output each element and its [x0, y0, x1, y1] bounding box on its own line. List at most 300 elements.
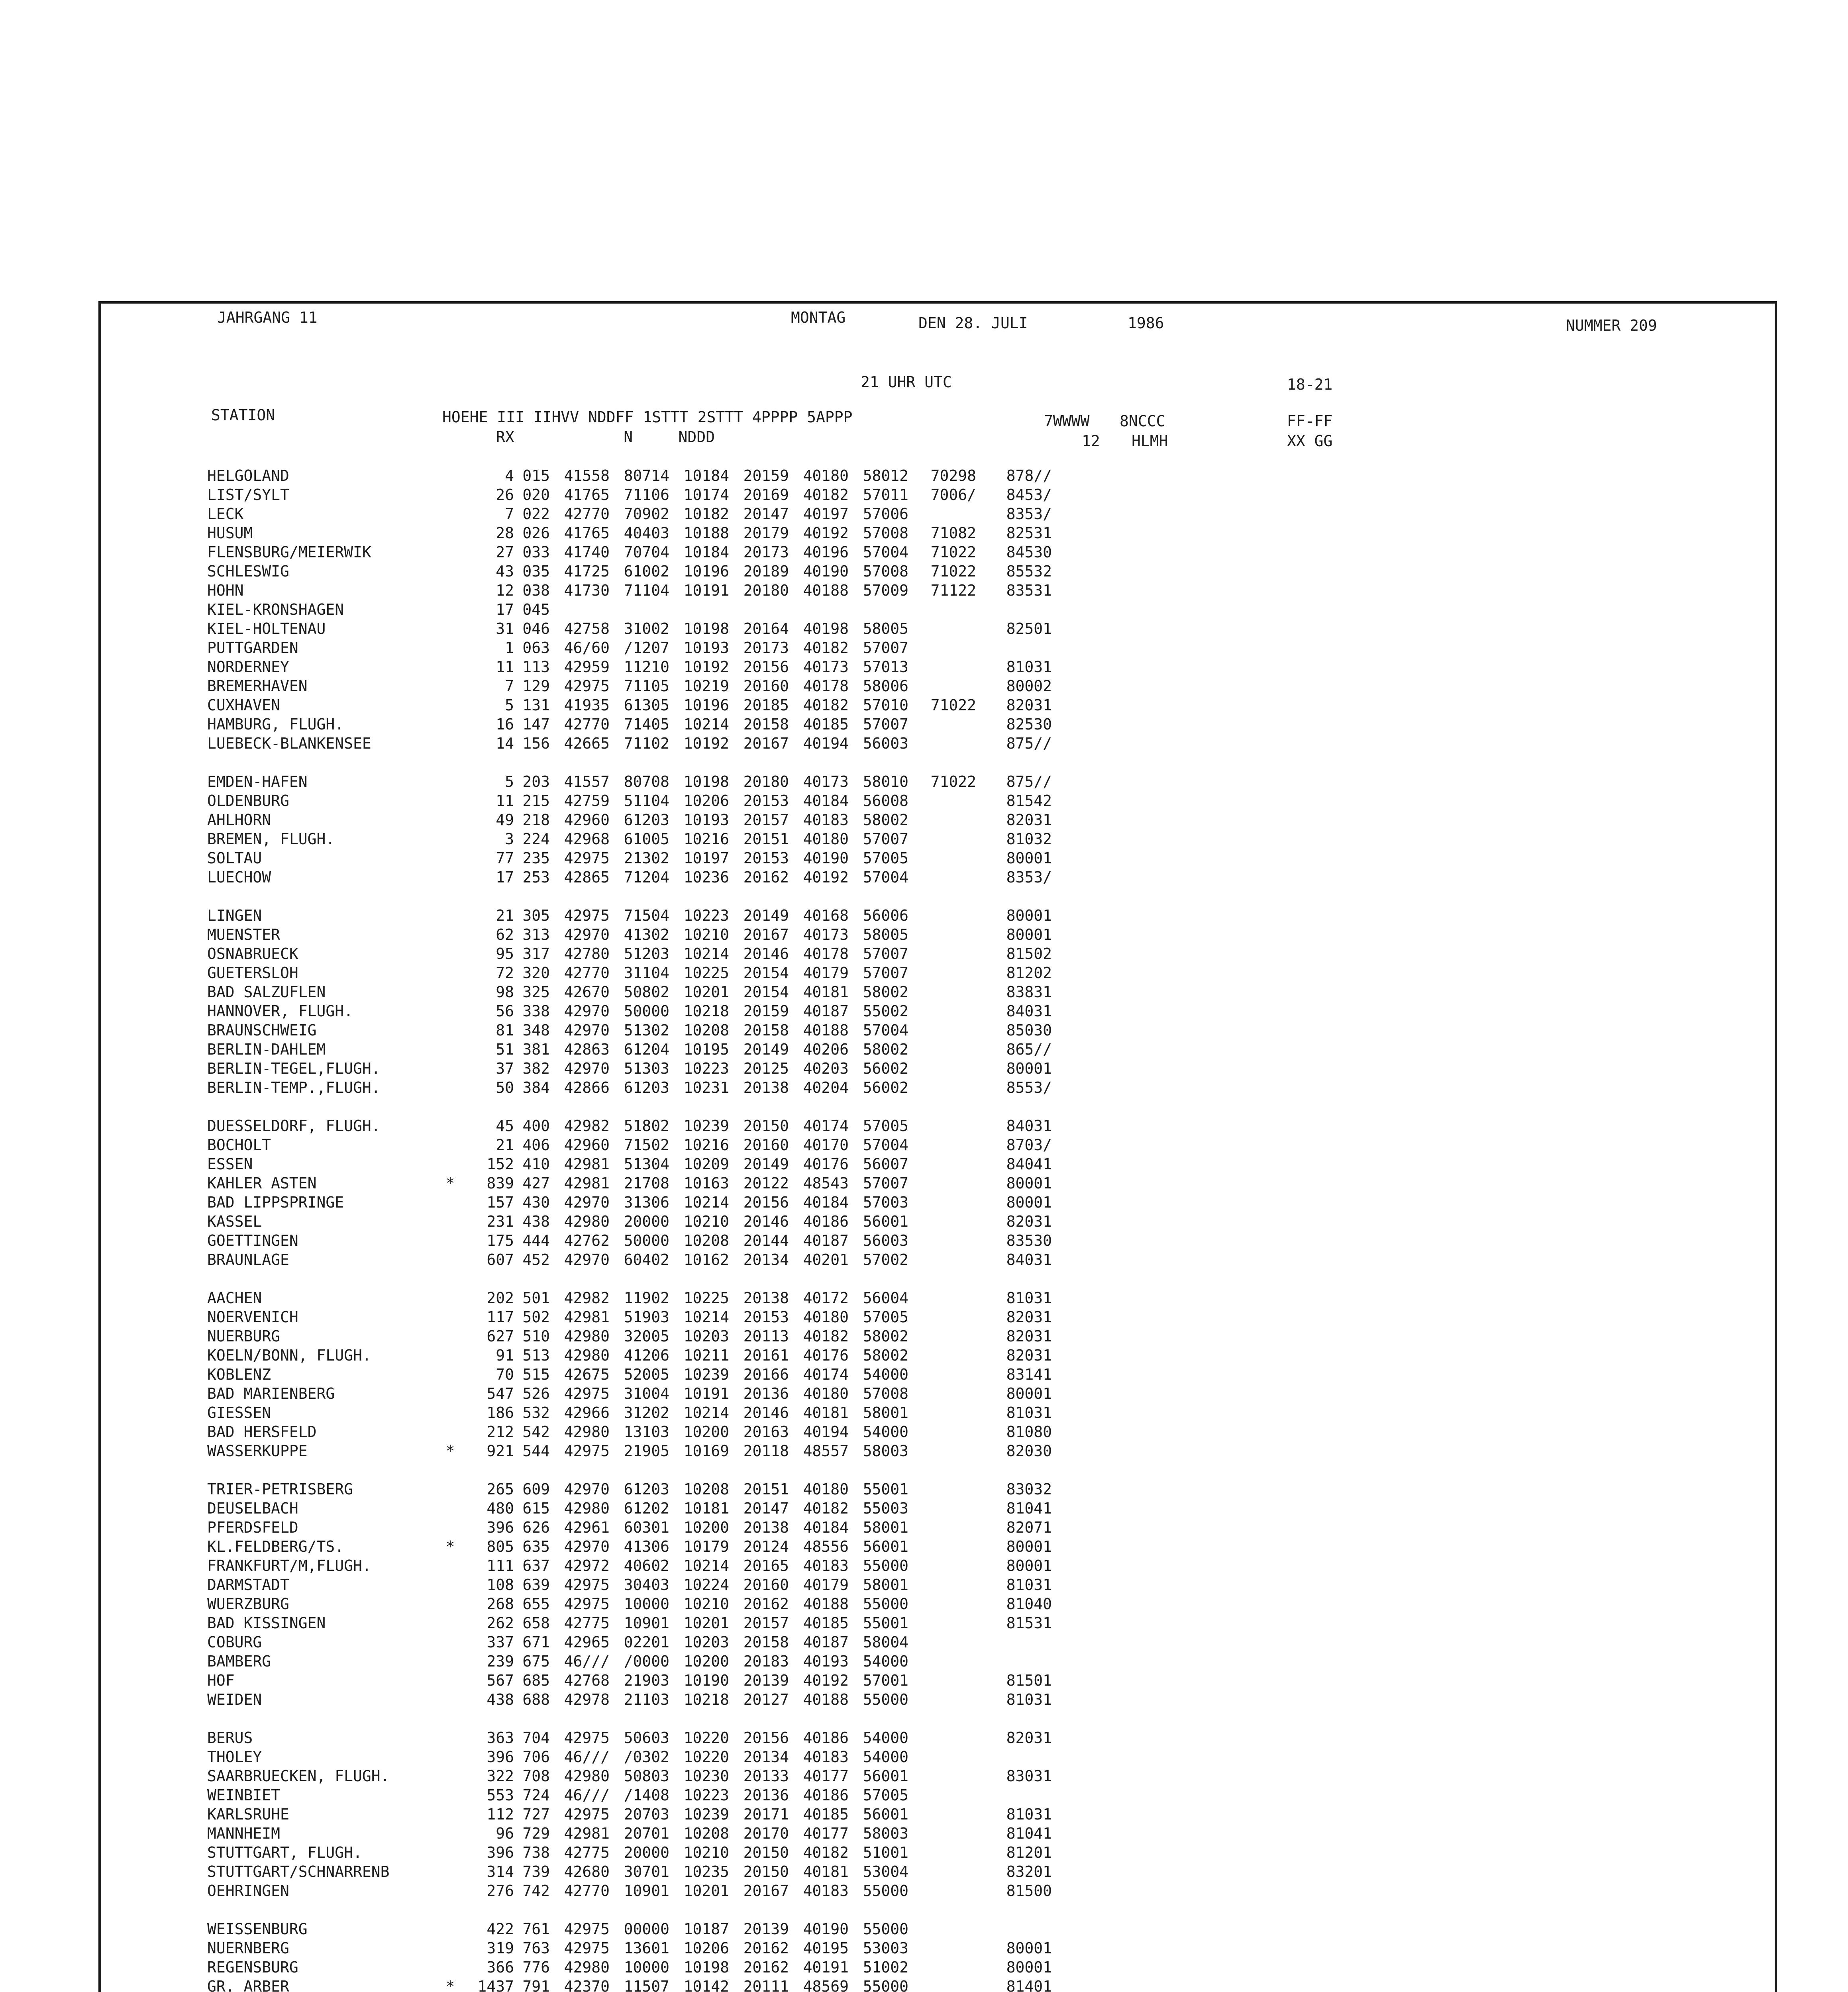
weekday-label: MONTAG [791, 309, 846, 326]
group-7wwww [908, 1059, 976, 1078]
table-row [207, 868, 1052, 887]
station-name: REGENSBURG [207, 1959, 298, 1976]
station-name: KL.FELDBERG/TS. [207, 1538, 344, 1555]
group-nddff: 30403 [624, 1576, 669, 1594]
group-2sttt: 20157 [743, 811, 789, 829]
group-8nccc: 82031 [1006, 1347, 1052, 1364]
group-7wwww [908, 1690, 976, 1709]
station-table [207, 466, 1052, 1992]
group-iihvv [550, 600, 610, 619]
group-5appp: 57007 [863, 964, 908, 982]
group-4pppp: 40203 [803, 1060, 849, 1077]
group-4pppp: 40173 [803, 658, 849, 676]
mountain-mark [438, 772, 462, 791]
station-name: WEISSENBURG [207, 1920, 308, 1938]
group-5appp: 56001 [863, 1538, 908, 1555]
station-name: KARLSRUHE [207, 1806, 289, 1823]
group-2sttt: 20173 [743, 639, 789, 657]
group-5appp: 56008 [863, 792, 908, 810]
group-5appp: 58005 [863, 620, 908, 637]
height: 49 [496, 811, 514, 829]
mountain-mark [438, 1862, 462, 1881]
group-nddff: /0000 [624, 1653, 669, 1670]
group-2sttt: 20180 [743, 582, 789, 599]
station-name: BREMERHAVEN [207, 677, 308, 695]
station-group [207, 1116, 1052, 1269]
group-iihvv: 42865 [564, 869, 610, 886]
station-name: CUXHAVEN [207, 696, 281, 714]
station-name: WEIDEN [207, 1691, 262, 1708]
mountain-mark [438, 1786, 462, 1805]
height: 322 [487, 1767, 514, 1785]
group-1sttt: 10196 [683, 696, 729, 714]
group-5appp: 57005 [863, 1117, 908, 1135]
group-8nccc: 80001 [1006, 1194, 1052, 1211]
group-5appp: 58002 [863, 983, 908, 1001]
group-4pppp: 40190 [803, 1920, 849, 1938]
group-8nccc: 82030 [1006, 1442, 1052, 1460]
group-7wwww [908, 1919, 976, 1939]
group-2sttt: 20183 [743, 1653, 789, 1670]
mountain-mark [438, 1155, 462, 1174]
group-7wwww: 71022 [930, 563, 976, 580]
station-name: LINGEN [207, 907, 262, 924]
group-1sttt: 10179 [683, 1538, 729, 1555]
group-1sttt: 10214 [683, 1404, 729, 1421]
group-1sttt: 10196 [683, 563, 729, 580]
group-7wwww [908, 657, 976, 676]
station-name: EMDEN-HAFEN [207, 773, 308, 790]
table-row [207, 696, 1052, 715]
group-1sttt: 10192 [683, 658, 729, 676]
group-1sttt: 10195 [683, 1041, 729, 1058]
table-row [207, 1288, 1052, 1308]
group-5appp: 57005 [863, 1308, 908, 1326]
station-name: BAMBERG [207, 1653, 271, 1670]
group-5appp: 58010 [863, 773, 908, 790]
group-2sttt: 20149 [743, 907, 789, 924]
station-number: 688 [522, 1691, 550, 1708]
group-nddff: 13601 [624, 1939, 669, 1957]
station-name: SAARBRUECKEN, FLUGH. [207, 1767, 390, 1785]
station-group [207, 1919, 1052, 1992]
group-5appp: 56002 [863, 1060, 908, 1077]
table-row [207, 1556, 1052, 1575]
group-2sttt: 20163 [743, 1423, 789, 1441]
height: 363 [487, 1729, 514, 1747]
station-number: 776 [522, 1959, 550, 1976]
mountain-mark [438, 638, 462, 657]
group-8nccc: 84031 [1006, 1117, 1052, 1135]
group-5appp: 54000 [863, 1366, 908, 1383]
group-2sttt: 20134 [743, 1251, 789, 1269]
station-number: 038 [522, 582, 550, 599]
group-5appp: 58001 [863, 1576, 908, 1594]
group-7wwww [908, 1881, 976, 1900]
height: 56 [496, 1002, 514, 1020]
table-row [207, 963, 1052, 982]
group-2sttt: 20158 [743, 1633, 789, 1651]
station-name: STUTTGART, FLUGH. [207, 1844, 362, 1861]
group-2sttt: 20147 [743, 505, 789, 523]
group-7wwww [908, 638, 976, 657]
group-7wwww [908, 1747, 976, 1767]
table-row [207, 944, 1052, 963]
mountain-mark [438, 791, 462, 810]
station-number: 706 [522, 1748, 550, 1766]
station-name: KOBLENZ [207, 1366, 271, 1383]
period-label: 18-21 [1287, 376, 1333, 393]
group-4pppp: 48556 [803, 1538, 849, 1555]
mountain-mark: * [445, 1442, 455, 1460]
mountain-mark [438, 1231, 462, 1250]
height: 21 [496, 1136, 514, 1154]
station-number: 510 [522, 1327, 550, 1345]
group-1sttt: 10214 [683, 1194, 729, 1211]
group-nddff: 61202 [624, 1500, 669, 1517]
station-name: HANNOVER, FLUGH. [207, 1002, 353, 1020]
group-7wwww [908, 600, 976, 619]
group-iihvv: 42982 [564, 1117, 610, 1135]
station-name: ESSEN [207, 1155, 253, 1173]
group-2sttt: 20146 [743, 1213, 789, 1230]
group-nddff: 71102 [624, 735, 669, 752]
group-1sttt: 10214 [683, 1308, 729, 1326]
mountain-mark [438, 715, 462, 734]
mountain-mark [438, 868, 462, 887]
table-row [207, 543, 1052, 562]
group-iihvv: 42970 [564, 1002, 610, 1020]
station-name: KOELN/BONN, FLUGH. [207, 1347, 371, 1364]
group-4pppp: 40179 [803, 1576, 849, 1594]
group-8nccc: 80001 [1006, 926, 1052, 943]
group-7wwww [908, 1308, 976, 1327]
group-2sttt: 20158 [743, 716, 789, 733]
group-2sttt: 20139 [743, 1920, 789, 1938]
group-iihvv: 42975 [564, 1442, 610, 1460]
height: 7 [505, 677, 514, 695]
group-8nccc: 875// [1006, 735, 1052, 752]
table-row [207, 1671, 1052, 1690]
group-5appp: 57009 [863, 582, 908, 599]
group-iihvv: 42982 [564, 1289, 610, 1307]
group-iihvv: 42975 [564, 1385, 610, 1402]
group-1sttt: 10210 [683, 926, 729, 943]
table-row [207, 772, 1052, 791]
group-5appp: 55003 [863, 1500, 908, 1517]
group-5appp: 58002 [863, 1041, 908, 1058]
station-number: 045 [522, 601, 550, 618]
height: 480 [487, 1500, 514, 1517]
station-name: COBURG [207, 1633, 262, 1651]
station-number: 742 [522, 1882, 550, 1900]
station-number: 033 [522, 543, 550, 561]
group-8nccc: 81031 [1006, 1691, 1052, 1708]
group-nddff: 71106 [624, 486, 669, 504]
group-5appp: 58002 [863, 811, 908, 829]
station-number: 235 [522, 849, 550, 867]
station-name: BAD LIPPSPRINGE [207, 1194, 344, 1211]
group-iihvv: 42970 [564, 1194, 610, 1211]
group-iihvv: 42758 [564, 620, 610, 637]
station-number: 046 [522, 620, 550, 637]
group-iihvv: 42960 [564, 811, 610, 829]
group-1sttt: 10182 [683, 505, 729, 523]
station-group [207, 466, 1052, 753]
height: 117 [487, 1308, 514, 1326]
group-1sttt: 10169 [683, 1442, 729, 1460]
group-2sttt: 20167 [743, 1882, 789, 1900]
group-4pppp: 40179 [803, 964, 849, 982]
group-4pppp: 40182 [803, 1500, 849, 1517]
height: 51 [496, 1041, 514, 1058]
height: 17 [496, 869, 514, 886]
mountain-mark [438, 1633, 462, 1652]
station-number: 253 [522, 869, 550, 886]
group-iihvv: 42980 [564, 1347, 610, 1364]
group-8nccc: 81500 [1006, 1882, 1052, 1900]
group-1sttt: 10210 [683, 1595, 729, 1613]
station-name: SCHLESWIG [207, 563, 289, 580]
group-1sttt: 10200 [683, 1653, 729, 1670]
group-5appp: 58002 [863, 1347, 908, 1364]
table-row [207, 1155, 1052, 1174]
group-iihvv: 42961 [564, 1519, 610, 1536]
group-iihvv: 42966 [564, 1404, 610, 1421]
group-8nccc: 81041 [1006, 1500, 1052, 1517]
group-1sttt: 10184 [683, 543, 729, 561]
group-iihvv: 41730 [564, 582, 610, 599]
group-5appp: 57013 [863, 658, 908, 676]
group-iihvv: 42981 [564, 1825, 610, 1842]
group-5appp: 58001 [863, 1519, 908, 1536]
station-name: LUECHOW [207, 869, 271, 886]
group-8nccc: 84530 [1006, 543, 1052, 561]
group-5appp: 53003 [863, 1939, 908, 1957]
group-4pppp: 40186 [803, 1786, 849, 1804]
wind-column-subheader: XX GG [1287, 432, 1333, 450]
group-7wwww [908, 1346, 976, 1365]
height: 50 [496, 1079, 514, 1096]
group-1sttt: 10214 [683, 945, 729, 963]
group-7wwww [908, 1633, 976, 1652]
group-1sttt: 10223 [683, 1786, 729, 1804]
station-number: 763 [522, 1939, 550, 1957]
station-group [207, 1288, 1052, 1461]
station-name: GR. ARBER [207, 1978, 289, 1992]
group-7wwww [908, 1384, 976, 1403]
station-number: 224 [522, 830, 550, 848]
station-number: 544 [522, 1442, 550, 1460]
group-4pppp: 40174 [803, 1117, 849, 1135]
group-nddff: 51104 [624, 792, 669, 810]
station-name: OEHRINGEN [207, 1882, 289, 1900]
mountain-mark [438, 1135, 462, 1155]
group-nddff: 60402 [624, 1251, 669, 1269]
group-iihvv: 42980 [564, 1767, 610, 1785]
table-row [207, 1881, 1052, 1900]
group-2sttt: 20159 [743, 467, 789, 484]
station-name: FRANKFURT/M,FLUGH. [207, 1557, 371, 1574]
station-number: 502 [522, 1308, 550, 1326]
group-nddff: 70704 [624, 543, 669, 561]
group-8nccc [976, 1652, 1052, 1671]
height: 28 [496, 524, 514, 542]
mountain-mark [438, 810, 462, 829]
mountain-mark [438, 1614, 462, 1633]
group-8nccc: 82031 [1006, 1308, 1052, 1326]
station-name: AHLHORN [207, 811, 271, 829]
table-row [207, 581, 1052, 600]
group-1sttt: 10214 [683, 716, 729, 733]
group-nddff: /1207 [624, 639, 669, 657]
table-row [207, 1174, 1052, 1193]
group-4pppp: 40182 [803, 1844, 849, 1861]
group-1sttt: 10218 [683, 1691, 729, 1708]
group-nddff: 61203 [624, 811, 669, 829]
mountain-mark [438, 734, 462, 753]
group-nddff: 70902 [624, 505, 669, 523]
group-1sttt: 10239 [683, 1366, 729, 1383]
mountain-mark [438, 963, 462, 982]
table-row [207, 1767, 1052, 1786]
group-nddff: 20000 [624, 1213, 669, 1230]
group-2sttt: 20154 [743, 964, 789, 982]
height: 26 [496, 486, 514, 504]
mountain-mark [438, 657, 462, 676]
group-7wwww [908, 1614, 976, 1633]
group-4pppp: 40178 [803, 677, 849, 695]
mountain-mark [438, 1422, 462, 1441]
group-4pppp: 40182 [803, 486, 849, 504]
station-name: WUERZBURG [207, 1595, 289, 1613]
table-row [207, 485, 1052, 504]
station-name: HOHN [207, 582, 244, 599]
group-5appp: 55000 [863, 1595, 908, 1613]
group-4pppp: 40181 [803, 1404, 849, 1421]
group-iihvv: 42978 [564, 1691, 610, 1708]
group-4pppp: 40204 [803, 1079, 849, 1096]
station-number: 325 [522, 983, 550, 1001]
group-5appp: 56003 [863, 735, 908, 752]
table-row [207, 1728, 1052, 1747]
group-1sttt: 10225 [683, 964, 729, 982]
station-number: 427 [522, 1174, 550, 1192]
group-5appp: 57008 [863, 1385, 908, 1402]
group-nddff: 71104 [624, 582, 669, 599]
group-iihvv: 42770 [564, 505, 610, 523]
height: 314 [487, 1863, 514, 1880]
group-8nccc: 80001 [1006, 1538, 1052, 1555]
station-name: BRAUNSCHWEIG [207, 1021, 317, 1039]
group-nddff: 20000 [624, 1844, 669, 1861]
group-4pppp: 48557 [803, 1442, 849, 1460]
group-4pppp: 40186 [803, 1729, 849, 1747]
station-number: 685 [522, 1672, 550, 1689]
group-nddff: 50603 [624, 1729, 669, 1747]
group-7wwww [908, 1174, 976, 1193]
group-7wwww [908, 1575, 976, 1594]
height: 108 [487, 1576, 514, 1594]
group-2sttt: 20166 [743, 1366, 789, 1383]
station-name: BAD HERSFELD [207, 1423, 317, 1441]
group-8nccc: 83031 [1006, 1767, 1052, 1785]
height: 157 [487, 1194, 514, 1211]
station-number: 727 [522, 1806, 550, 1823]
group-1sttt: 10208 [683, 1021, 729, 1039]
station-name: BAD KISSINGEN [207, 1614, 326, 1632]
group-iihvv: 41725 [564, 563, 610, 580]
group-nddff: 41306 [624, 1538, 669, 1555]
group-4pppp: 40191 [803, 1959, 849, 1976]
group-1sttt: 10208 [683, 1232, 729, 1249]
height: 45 [496, 1117, 514, 1135]
group-nddff: 61305 [624, 696, 669, 714]
group-1sttt: 10218 [683, 1002, 729, 1020]
group-8nccc: 80001 [1006, 1557, 1052, 1574]
group-5appp: 55002 [863, 1002, 908, 1020]
group-1sttt: 10214 [683, 1557, 729, 1574]
group-1sttt: 10220 [683, 1729, 729, 1747]
group-nddff: 41206 [624, 1347, 669, 1364]
group-iihvv: 42675 [564, 1366, 610, 1383]
group-4pppp: 40180 [803, 1308, 849, 1326]
group-2sttt: 20153 [743, 792, 789, 810]
group-5appp: 57001 [863, 1672, 908, 1689]
group-nddff: 51302 [624, 1021, 669, 1039]
height: 396 [487, 1748, 514, 1766]
group-1sttt: 10201 [683, 983, 729, 1001]
height: 337 [487, 1633, 514, 1651]
group-8nccc: 81202 [1006, 964, 1052, 982]
mountain-mark [438, 1728, 462, 1747]
group-1sttt: 10163 [683, 1174, 729, 1192]
group-4pppp: 40194 [803, 735, 849, 752]
group-1sttt: 10239 [683, 1117, 729, 1135]
table-row [207, 849, 1052, 868]
group-8nccc [976, 1919, 1052, 1939]
group-nddff: 21302 [624, 849, 669, 867]
height: 4 [505, 467, 514, 484]
group-7wwww: 70298 [930, 467, 976, 484]
mountain-mark [438, 485, 462, 504]
mountain-mark [438, 1652, 462, 1671]
group-5appp: 55000 [863, 1691, 908, 1708]
cloud-column-subheader: HLMH [1132, 432, 1168, 450]
jahrgang-label: JAHRGANG 11 [217, 309, 318, 326]
station-number: 131 [522, 696, 550, 714]
group-iihvv: 42959 [564, 658, 610, 676]
group-7wwww [908, 791, 976, 810]
group-nddff: 61005 [624, 830, 669, 848]
group-iihvv: 42975 [564, 1939, 610, 1957]
group-2sttt: 20157 [743, 1614, 789, 1632]
station-name: BERLIN-DAHLEM [207, 1041, 326, 1058]
group-4pppp: 40188 [803, 582, 849, 599]
group-nddff: 51802 [624, 1117, 669, 1135]
station-name: BOCHOLT [207, 1136, 271, 1154]
group-nddff: 11210 [624, 658, 669, 676]
station-number: 406 [522, 1136, 550, 1154]
group-1sttt: 10223 [683, 1060, 729, 1077]
cloud-column-header: 8NCCC [1120, 412, 1165, 430]
group-iihvv: 42981 [564, 1308, 610, 1326]
group-7wwww [908, 1040, 976, 1059]
height: 1437 [477, 1978, 514, 1992]
group-2sttt: 20149 [743, 1155, 789, 1173]
group-8nccc [976, 1633, 1052, 1652]
station-name: BAD MARIENBERG [207, 1385, 335, 1402]
